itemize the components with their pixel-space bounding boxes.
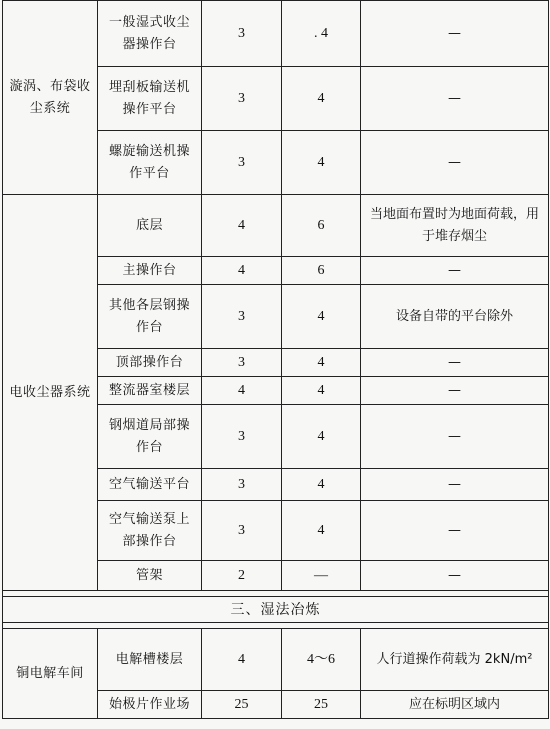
value-b-cell: 4 <box>282 377 361 405</box>
value-a-cell: 25 <box>202 691 282 719</box>
location-cell: 始极片作业场 <box>98 691 202 719</box>
value-a-cell: 4 <box>202 257 282 285</box>
location-cell: 主操作台 <box>98 257 202 285</box>
value-b-cell: 4 <box>282 131 361 195</box>
value-a-cell: 3 <box>202 285 282 349</box>
note-cell: — <box>361 377 549 405</box>
value-b-cell: 4 <box>282 405 361 469</box>
location-cell: 管架 <box>98 561 202 591</box>
value-a-cell: 2 <box>202 561 282 591</box>
note-cell: — <box>361 131 549 195</box>
table-row <box>3 195 549 257</box>
note-cell: 设备自带的平台除外 <box>361 285 549 349</box>
value-b-cell: 4 <box>282 469 361 501</box>
location-cell: 顶部操作台 <box>98 349 202 377</box>
note-cell: — <box>361 501 549 561</box>
note-cell: — <box>361 1 549 67</box>
value-b-cell: 25 <box>282 691 361 719</box>
load-table <box>2 0 549 719</box>
note-cell: — <box>361 349 549 377</box>
location-cell: 空气输送泵上部操作台 <box>98 501 202 561</box>
value-a-cell: 4 <box>202 195 282 257</box>
note-cell: — <box>361 561 549 591</box>
value-a-cell: 3 <box>202 469 282 501</box>
table-row <box>3 629 549 691</box>
value-a-cell: 4 <box>202 629 282 691</box>
location-cell: 其他各层钢操作台 <box>98 285 202 349</box>
note-cell: — <box>361 257 549 285</box>
category-cell: 漩涡、布袋收尘系统 <box>3 1 98 195</box>
value-a-cell: 3 <box>202 131 282 195</box>
category-cell: 铜电解车间 <box>3 629 98 719</box>
note-cell: — <box>361 405 549 469</box>
value-b-cell: 4 <box>282 67 361 131</box>
table-row <box>3 1 549 67</box>
value-b-cell: 4 <box>282 349 361 377</box>
location-cell: 整流器室楼层 <box>98 377 202 405</box>
value-b-cell: — <box>282 561 361 591</box>
value-b-cell: 6 <box>282 195 361 257</box>
value-b-cell: 4～6 <box>282 629 361 691</box>
value-b-cell: 4 <box>282 285 361 349</box>
note-cell: 应在标明区域内 <box>361 691 549 719</box>
value-a-cell: 3 <box>202 501 282 561</box>
note-cell: 当地面布置时为地面荷载，用于堆存烟尘 <box>361 195 549 257</box>
value-a-cell: 3 <box>202 1 282 67</box>
location-cell: 底层 <box>98 195 202 257</box>
location-cell: 一般湿式收尘器操作台 <box>98 1 202 67</box>
section-title: 三、湿法冶炼 <box>3 597 549 623</box>
value-b-cell: 4 <box>282 501 361 561</box>
location-cell: 空气输送平台 <box>98 469 202 501</box>
location-cell: 埋刮板输送机操作平台 <box>98 67 202 131</box>
value-a-cell: 3 <box>202 67 282 131</box>
note-cell: — <box>361 67 549 131</box>
location-cell: 钢烟道局部操作台 <box>98 405 202 469</box>
value-a-cell: 3 <box>202 349 282 377</box>
location-cell: 螺旋输送机操作平台 <box>98 131 202 195</box>
value-a-cell: 4 <box>202 377 282 405</box>
location-cell: 电解槽楼层 <box>98 629 202 691</box>
section-row <box>3 597 549 623</box>
value-b-cell: 6 <box>282 257 361 285</box>
value-a-cell: 3 <box>202 405 282 469</box>
note-cell: — <box>361 469 549 501</box>
category-cell: 电收尘器系统 <box>3 195 98 591</box>
value-b-cell: . 4 <box>282 1 361 67</box>
note-cell: 人行道操作荷载为 2kN/m² <box>361 629 549 691</box>
